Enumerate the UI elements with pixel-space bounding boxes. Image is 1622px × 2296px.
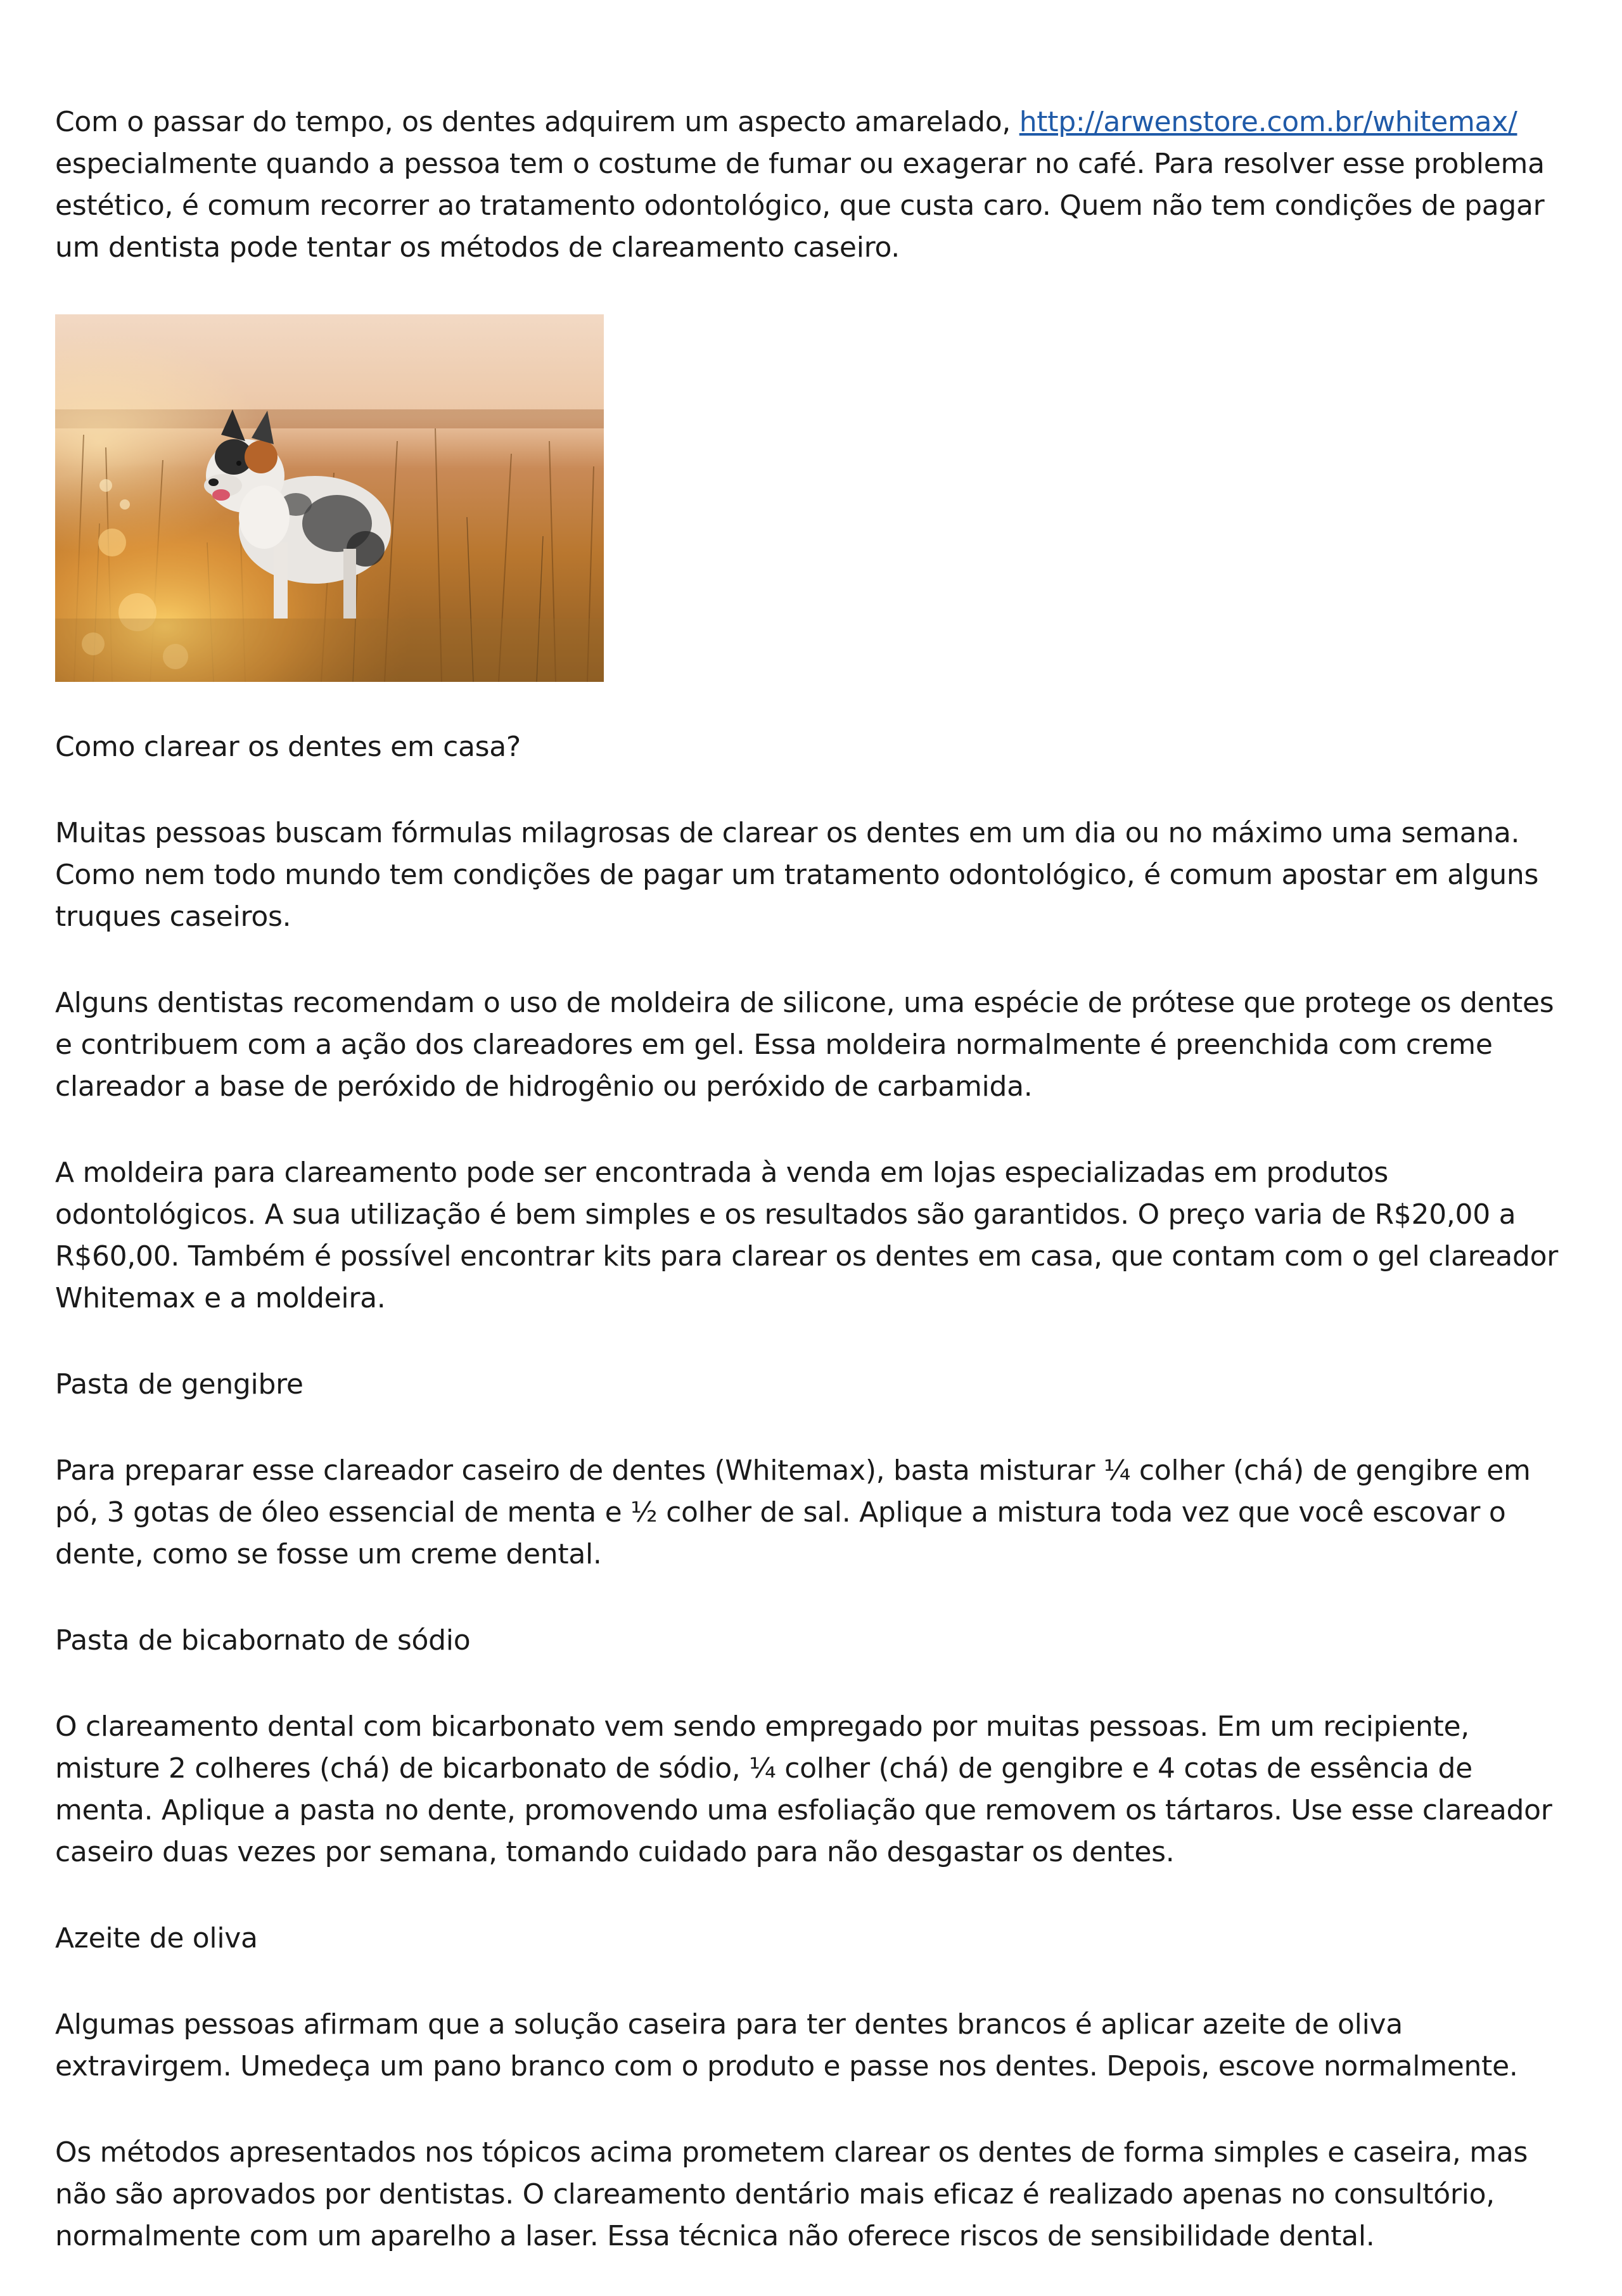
spacer [55, 1959, 1576, 2004]
spacer [55, 938, 1576, 982]
paragraph-bicarbonato: O clareamento dental com bicarbonato vem sendo empregado por muitas pessoas. Em um recipiente, misture 2 colheres (chá) de bicarbonato de sódio, ¼ colher (chá) de gengibre e 4 cotas de essência de menta. Aplique a pasta no dente, promovendo uma esfoliação que removem os tártaros. Use esse clareador caseiro duas vezes por semana, tomando cuidado para não desgastar os dentes. [55, 1710, 1552, 1868]
intro-text-after-link: especialmente quando a pessoa tem o costume de fumar ou exagerar no café. Para resolver esse problema estético, é comum recorrer ao tratamento odontológico, que custa caro. Quem não tem condições de pagar um dentista pode tentar os métodos de clareamento caseiro. [55, 148, 1545, 264]
paragraph-gengibre: Para preparar esse clareador caseiro de dentes (Whitemax), basta misturar ¼ colher (chá) de gengibre em pó, 3 gotas de óleo essencial de menta e ½ colher de sal. Aplique a mistura toda vez que você escovar o dente, como se fosse um creme dental. [55, 1454, 1531, 1570]
paragraph-formulas: Muitas pessoas buscam fórmulas milagrosas de clarear os dentes em um dia ou no máximo uma semana. Como nem todo mundo tem condições de pagar um tratamento odontológico, é comum apostar em alguns truques caseiros. [55, 817, 1539, 933]
whitemax-link[interactable]: http://arwenstore.com.br/whitemax/ [1019, 106, 1517, 138]
spacer [55, 1406, 1576, 1450]
heading-pasta-bicarbonato: Pasta de bicabornato de sódio [55, 1624, 471, 1657]
spacer [55, 768, 1576, 812]
spacer [55, 1319, 1576, 1364]
intro-paragraph [55, 101, 1576, 269]
paragraph-moldeira-silicone: Alguns dentistas recomendam o uso de moldeira de silicone, uma espécie de prótese que protege os dentes e contribuem com a ação dos clareadores em gel. Essa moldeira normalmente é preenchida com creme clareador a base de peróxido de hidrogênio ou peróxido de carbamida. [55, 987, 1554, 1103]
dog-in-field-photo [55, 314, 604, 682]
document-page [55, 101, 1576, 2257]
spacer [55, 1662, 1576, 1706]
spacer [55, 1575, 1576, 1620]
paragraph-conclusao: Os métodos apresentados nos tópicos acima prometem clarear os dentes de forma simples e caseira, mas não são aprovados por dentistas. O clareamento dentário mais eficaz é realizado apenas no consultório, normalmente com um aparelho a laser. Essa técnica não oferece riscos de sensibilidade dental. [55, 2136, 1528, 2252]
spacer [55, 1108, 1576, 1152]
heading-clarear-em-casa: Como clarear os dentes em casa? [55, 731, 521, 763]
spacer [55, 2088, 1576, 2132]
paragraph-moldeira-venda: A moldeira para clareamento pode ser encontrada à venda em lojas especializadas em produtos odontológicos. A sua utilização é bem simples e os resultados são garantidos. O preço varia de R$20,00 a R$60,00. Também é possível encontrar kits para clarear os dentes em casa, que contam com o gel clareador Whitemax e a moldeira. [55, 1157, 1558, 1314]
spacer [55, 1873, 1576, 1918]
heading-azeite-oliva: Azeite de oliva [55, 1922, 258, 1954]
paragraph-azeite: Algumas pessoas afirmam que a solução caseira para ter dentes brancos é aplicar azeite de oliva extravirgem. Umedeça um pano branco com o produto e passe nos dentes. Depois, escove normalmente. [55, 2008, 1518, 2082]
heading-pasta-gengibre: Pasta de gengibre [55, 1368, 303, 1401]
intro-text-before-link: Com o passar do tempo, os dentes adquirem um aspecto amarelado, [55, 106, 1019, 138]
